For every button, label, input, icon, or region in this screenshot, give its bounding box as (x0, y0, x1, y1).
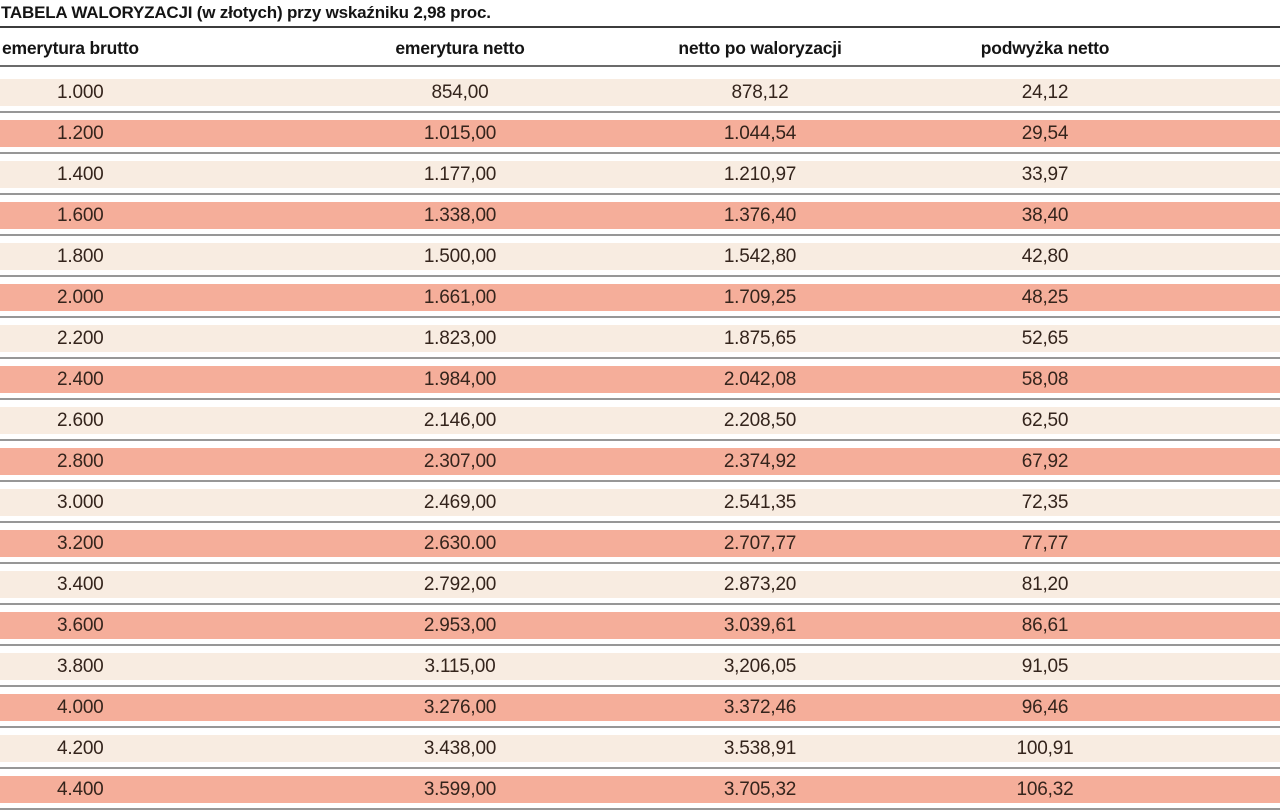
table-row (0, 776, 1280, 810)
cell-podwyzka-netto: 33,97 (1021, 163, 1069, 185)
table-row (0, 366, 1280, 400)
cell-emerytura-netto: 854,00 (431, 81, 489, 103)
cell-emerytura-brutto: 1.400 (57, 163, 104, 185)
cell-netto-po-waloryzacji: 1.044,54 (723, 122, 797, 144)
table-row (0, 571, 1280, 605)
column-header-row (0, 28, 1280, 65)
cell-podwyzka-netto: 38,40 (1021, 204, 1069, 226)
cell-emerytura-netto: 2.792,00 (423, 573, 497, 595)
cell-netto-po-waloryzacji: 3.705,32 (723, 778, 797, 800)
table-row-band (0, 530, 1280, 557)
cell-netto-po-waloryzacji: 2.042,08 (723, 368, 797, 390)
cell-netto-po-waloryzacji: 1.875,65 (723, 327, 797, 349)
cell-emerytura-netto: 1.338,00 (423, 204, 497, 226)
cell-emerytura-netto: 1.500,00 (423, 245, 497, 267)
cell-emerytura-netto: 2.953,00 (423, 614, 497, 636)
cell-podwyzka-netto: 29,54 (1021, 122, 1069, 144)
cell-emerytura-brutto: 2.600 (57, 409, 104, 431)
table-row-band (0, 776, 1280, 803)
column-header-netto-po-waloryzacji: netto po waloryzacji (678, 38, 842, 58)
table-row (0, 448, 1280, 482)
cell-netto-po-waloryzacji: 1.542,80 (723, 245, 797, 267)
column-header-emerytura-netto: emerytura netto (395, 38, 525, 58)
cell-podwyzka-netto: 86,61 (1021, 614, 1069, 636)
table-row (0, 530, 1280, 564)
cell-emerytura-brutto: 4.000 (57, 696, 104, 718)
table-row (0, 284, 1280, 318)
cell-podwyzka-netto: 24,12 (1021, 81, 1069, 103)
cell-emerytura-brutto: 3.200 (57, 532, 104, 554)
row-separator (0, 521, 1280, 523)
table-row (0, 612, 1280, 646)
table-row-band (0, 694, 1280, 721)
cell-podwyzka-netto: 106,32 (1016, 778, 1074, 800)
cell-netto-po-waloryzacji: 3.538,91 (723, 737, 797, 759)
cell-podwyzka-netto: 77,77 (1021, 532, 1069, 554)
cell-netto-po-waloryzacji: 2.541,35 (723, 491, 797, 513)
cell-emerytura-netto: 3.438,00 (423, 737, 497, 759)
row-separator (0, 275, 1280, 277)
cell-netto-po-waloryzacji: 1.709,25 (723, 286, 797, 308)
table-row-band (0, 407, 1280, 434)
table-row-band (0, 735, 1280, 762)
cell-emerytura-netto: 1.661,00 (423, 286, 497, 308)
table-row (0, 161, 1280, 195)
cell-emerytura-brutto: 3.000 (57, 491, 104, 513)
cell-podwyzka-netto: 100,91 (1016, 737, 1074, 759)
cell-podwyzka-netto: 67,92 (1021, 450, 1069, 472)
cell-emerytura-brutto: 1.200 (57, 122, 104, 144)
row-separator (0, 234, 1280, 236)
table-row-band (0, 284, 1280, 311)
cell-podwyzka-netto: 42,80 (1021, 245, 1069, 267)
cell-emerytura-netto: 2.469,00 (423, 491, 497, 513)
cell-podwyzka-netto: 52,65 (1021, 327, 1069, 349)
cell-emerytura-brutto: 1.800 (57, 245, 104, 267)
table-row (0, 407, 1280, 441)
table-row (0, 79, 1280, 113)
cell-emerytura-brutto: 4.400 (57, 778, 104, 800)
cell-netto-po-waloryzacji: 878,12 (731, 81, 789, 103)
table-row-band (0, 79, 1280, 106)
table-row-band (0, 448, 1280, 475)
cell-netto-po-waloryzacji: 3,206,05 (723, 655, 797, 677)
row-separator (0, 316, 1280, 318)
cell-emerytura-netto: 1.823,00 (423, 327, 497, 349)
cell-emerytura-brutto: 3.600 (57, 614, 104, 636)
row-separator (0, 193, 1280, 195)
cell-podwyzka-netto: 91,05 (1021, 655, 1069, 677)
column-header-emerytura-brutto: emerytura brutto (2, 38, 139, 58)
row-separator (0, 808, 1280, 810)
cell-netto-po-waloryzacji: 2.374,92 (723, 450, 797, 472)
cell-emerytura-brutto: 3.400 (57, 573, 104, 595)
table-row (0, 489, 1280, 523)
cell-emerytura-brutto: 1.000 (57, 81, 104, 103)
cell-netto-po-waloryzacji: 2.208,50 (723, 409, 797, 431)
table-row-band (0, 161, 1280, 188)
table-row-band (0, 366, 1280, 393)
row-separator (0, 603, 1280, 605)
row-separator (0, 152, 1280, 154)
table-row-band (0, 653, 1280, 680)
cell-netto-po-waloryzacji: 2.707,77 (723, 532, 797, 554)
cell-emerytura-brutto: 4.200 (57, 737, 104, 759)
row-separator (0, 685, 1280, 687)
cell-emerytura-brutto: 3.800 (57, 655, 104, 677)
cell-podwyzka-netto: 96,46 (1021, 696, 1069, 718)
cell-emerytura-netto: 1.177,00 (423, 163, 497, 185)
table-row (0, 653, 1280, 687)
row-separator (0, 357, 1280, 359)
cell-netto-po-waloryzacji: 2.873,20 (723, 573, 797, 595)
cell-emerytura-netto: 3.115,00 (424, 655, 496, 677)
table-row-band (0, 612, 1280, 639)
table-row-band (0, 202, 1280, 229)
row-separator (0, 439, 1280, 441)
table-row (0, 325, 1280, 359)
table-row (0, 694, 1280, 728)
row-separator (0, 562, 1280, 564)
table-row-band (0, 120, 1280, 147)
row-separator (0, 111, 1280, 113)
row-separator (0, 480, 1280, 482)
row-separator (0, 644, 1280, 646)
cell-emerytura-brutto: 2.200 (57, 327, 104, 349)
cell-podwyzka-netto: 81,20 (1021, 573, 1069, 595)
table-row-band (0, 489, 1280, 516)
table-row (0, 202, 1280, 236)
cell-emerytura-netto: 2.146,00 (423, 409, 497, 431)
table-body (0, 67, 1280, 810)
table-row-band (0, 325, 1280, 352)
cell-emerytura-brutto: 1.600 (57, 204, 104, 226)
cell-emerytura-netto: 3.599,00 (423, 778, 497, 800)
table-row (0, 735, 1280, 769)
row-separator (0, 726, 1280, 728)
cell-netto-po-waloryzacji: 1.210,97 (723, 163, 797, 185)
cell-netto-po-waloryzacji: 3.039,61 (723, 614, 797, 636)
cell-emerytura-netto: 1.015,00 (423, 122, 497, 144)
cell-emerytura-netto: 2.630.00 (423, 532, 497, 554)
cell-emerytura-brutto: 2.400 (57, 368, 104, 390)
cell-emerytura-netto: 3.276,00 (423, 696, 497, 718)
table-title: TABELA WALORYZACJI (w złotych) przy wskaźniku 2,98 proc. (1, 3, 491, 22)
cell-emerytura-brutto: 2.000 (57, 286, 104, 308)
cell-emerytura-brutto: 2.800 (57, 450, 104, 472)
cell-netto-po-waloryzacji: 3.372,46 (723, 696, 797, 718)
cell-podwyzka-netto: 62,50 (1021, 409, 1069, 431)
column-header-podwyzka-netto: podwyżka netto (980, 38, 1110, 58)
cell-podwyzka-netto: 72,35 (1021, 491, 1069, 513)
cell-podwyzka-netto: 58,08 (1021, 368, 1069, 390)
row-separator (0, 767, 1280, 769)
cell-emerytura-netto: 1.984,00 (423, 368, 497, 390)
row-separator (0, 398, 1280, 400)
table-row-band (0, 571, 1280, 598)
table-row (0, 243, 1280, 277)
table-row (0, 120, 1280, 154)
table-row-band (0, 243, 1280, 270)
cell-emerytura-netto: 2.307,00 (423, 450, 497, 472)
cell-netto-po-waloryzacji: 1.376,40 (723, 204, 797, 226)
cell-podwyzka-netto: 48,25 (1021, 286, 1069, 308)
